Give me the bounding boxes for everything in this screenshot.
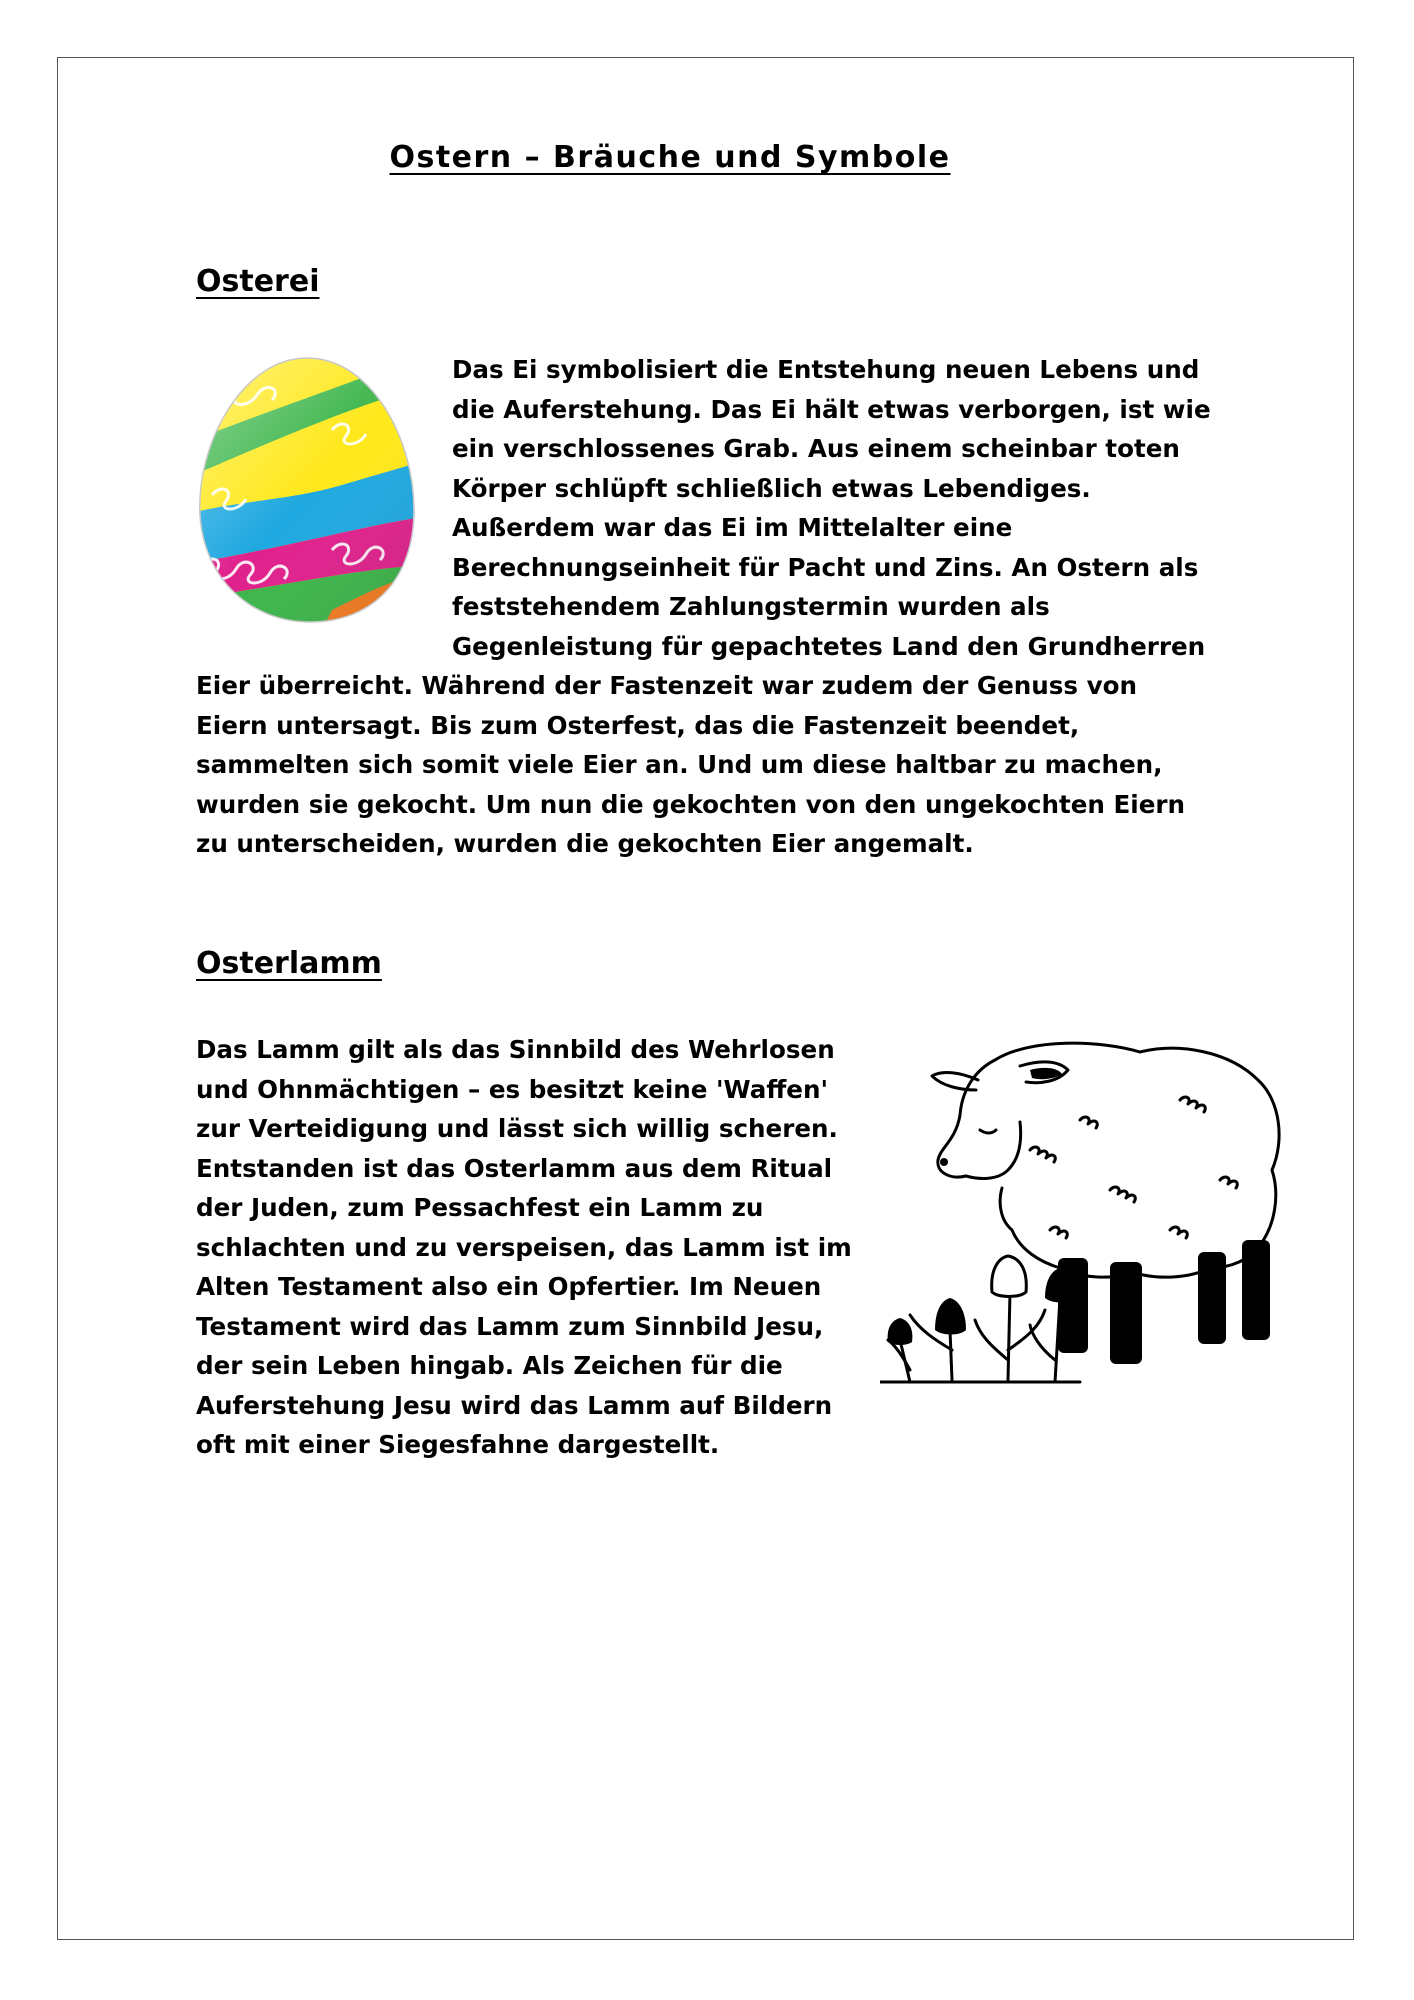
section-heading-osterlamm: Osterlamm	[196, 946, 382, 981]
section-osterei-body	[196, 350, 1216, 864]
lamb-with-tulips-image	[880, 1030, 1320, 1392]
easter-egg-image	[182, 350, 452, 630]
osterlamm-paragraph: Das Lamm gilt als das Sinnbild des Wehrlosen und Ohnmächtigen – es besitzt keine 'Waffen' zur Verteidigung und lässt sich willig scheren. Entstanden ist das Osterlamm aus dem Ritual der Juden, zum Pessachfest ein Lamm zu schlachten und zu verspeisen, das Lamm ist im Alten Testament also ein Opfertier. Im Neuen Testament wird das Lamm zum Sinnbild Jesu, der sein Leben hingab. Als Zeichen für die Auferstehung Jesu wird das Lamm auf Bildern oft mit einer Siegesfahne dargestellt.	[196, 1035, 852, 1459]
section-osterlamm-body	[196, 1030, 856, 1465]
osterei-paragraph: Das Ei symbolisiert die Entstehung neuen Lebens und die Auferstehung. Das Ei hält etwas verborgen, ist wie ein verschlossenes Grab. Aus einem scheinbar toten Körper schlüpft schließlich etwas Lebendiges. Außerdem war das Ei im Mittelalter eine Berechnungseinheit für Pacht und Zins. An Ostern als feststehendem Zahlungstermin wurden als Gegenleistung für gepachtetes Land den Grundherren Eier überreicht. Während der Fastenzeit war zudem der Genuss von Eiern untersagt. Bis zum Osterfest, das die Fastenzeit beendet, sammelten sich somit viele Eier an. Und um diese haltbar zu machen, wurden sie gekocht. Um nun die gekochten von den ungekochten Eiern zu unterscheiden, wurden die gekochten Eier angemalt.	[196, 355, 1211, 858]
section-heading-osterei: Osterei	[196, 264, 320, 299]
page-border	[57, 57, 1354, 1940]
page-title: Ostern – Bräuche und Symbole	[389, 140, 951, 175]
